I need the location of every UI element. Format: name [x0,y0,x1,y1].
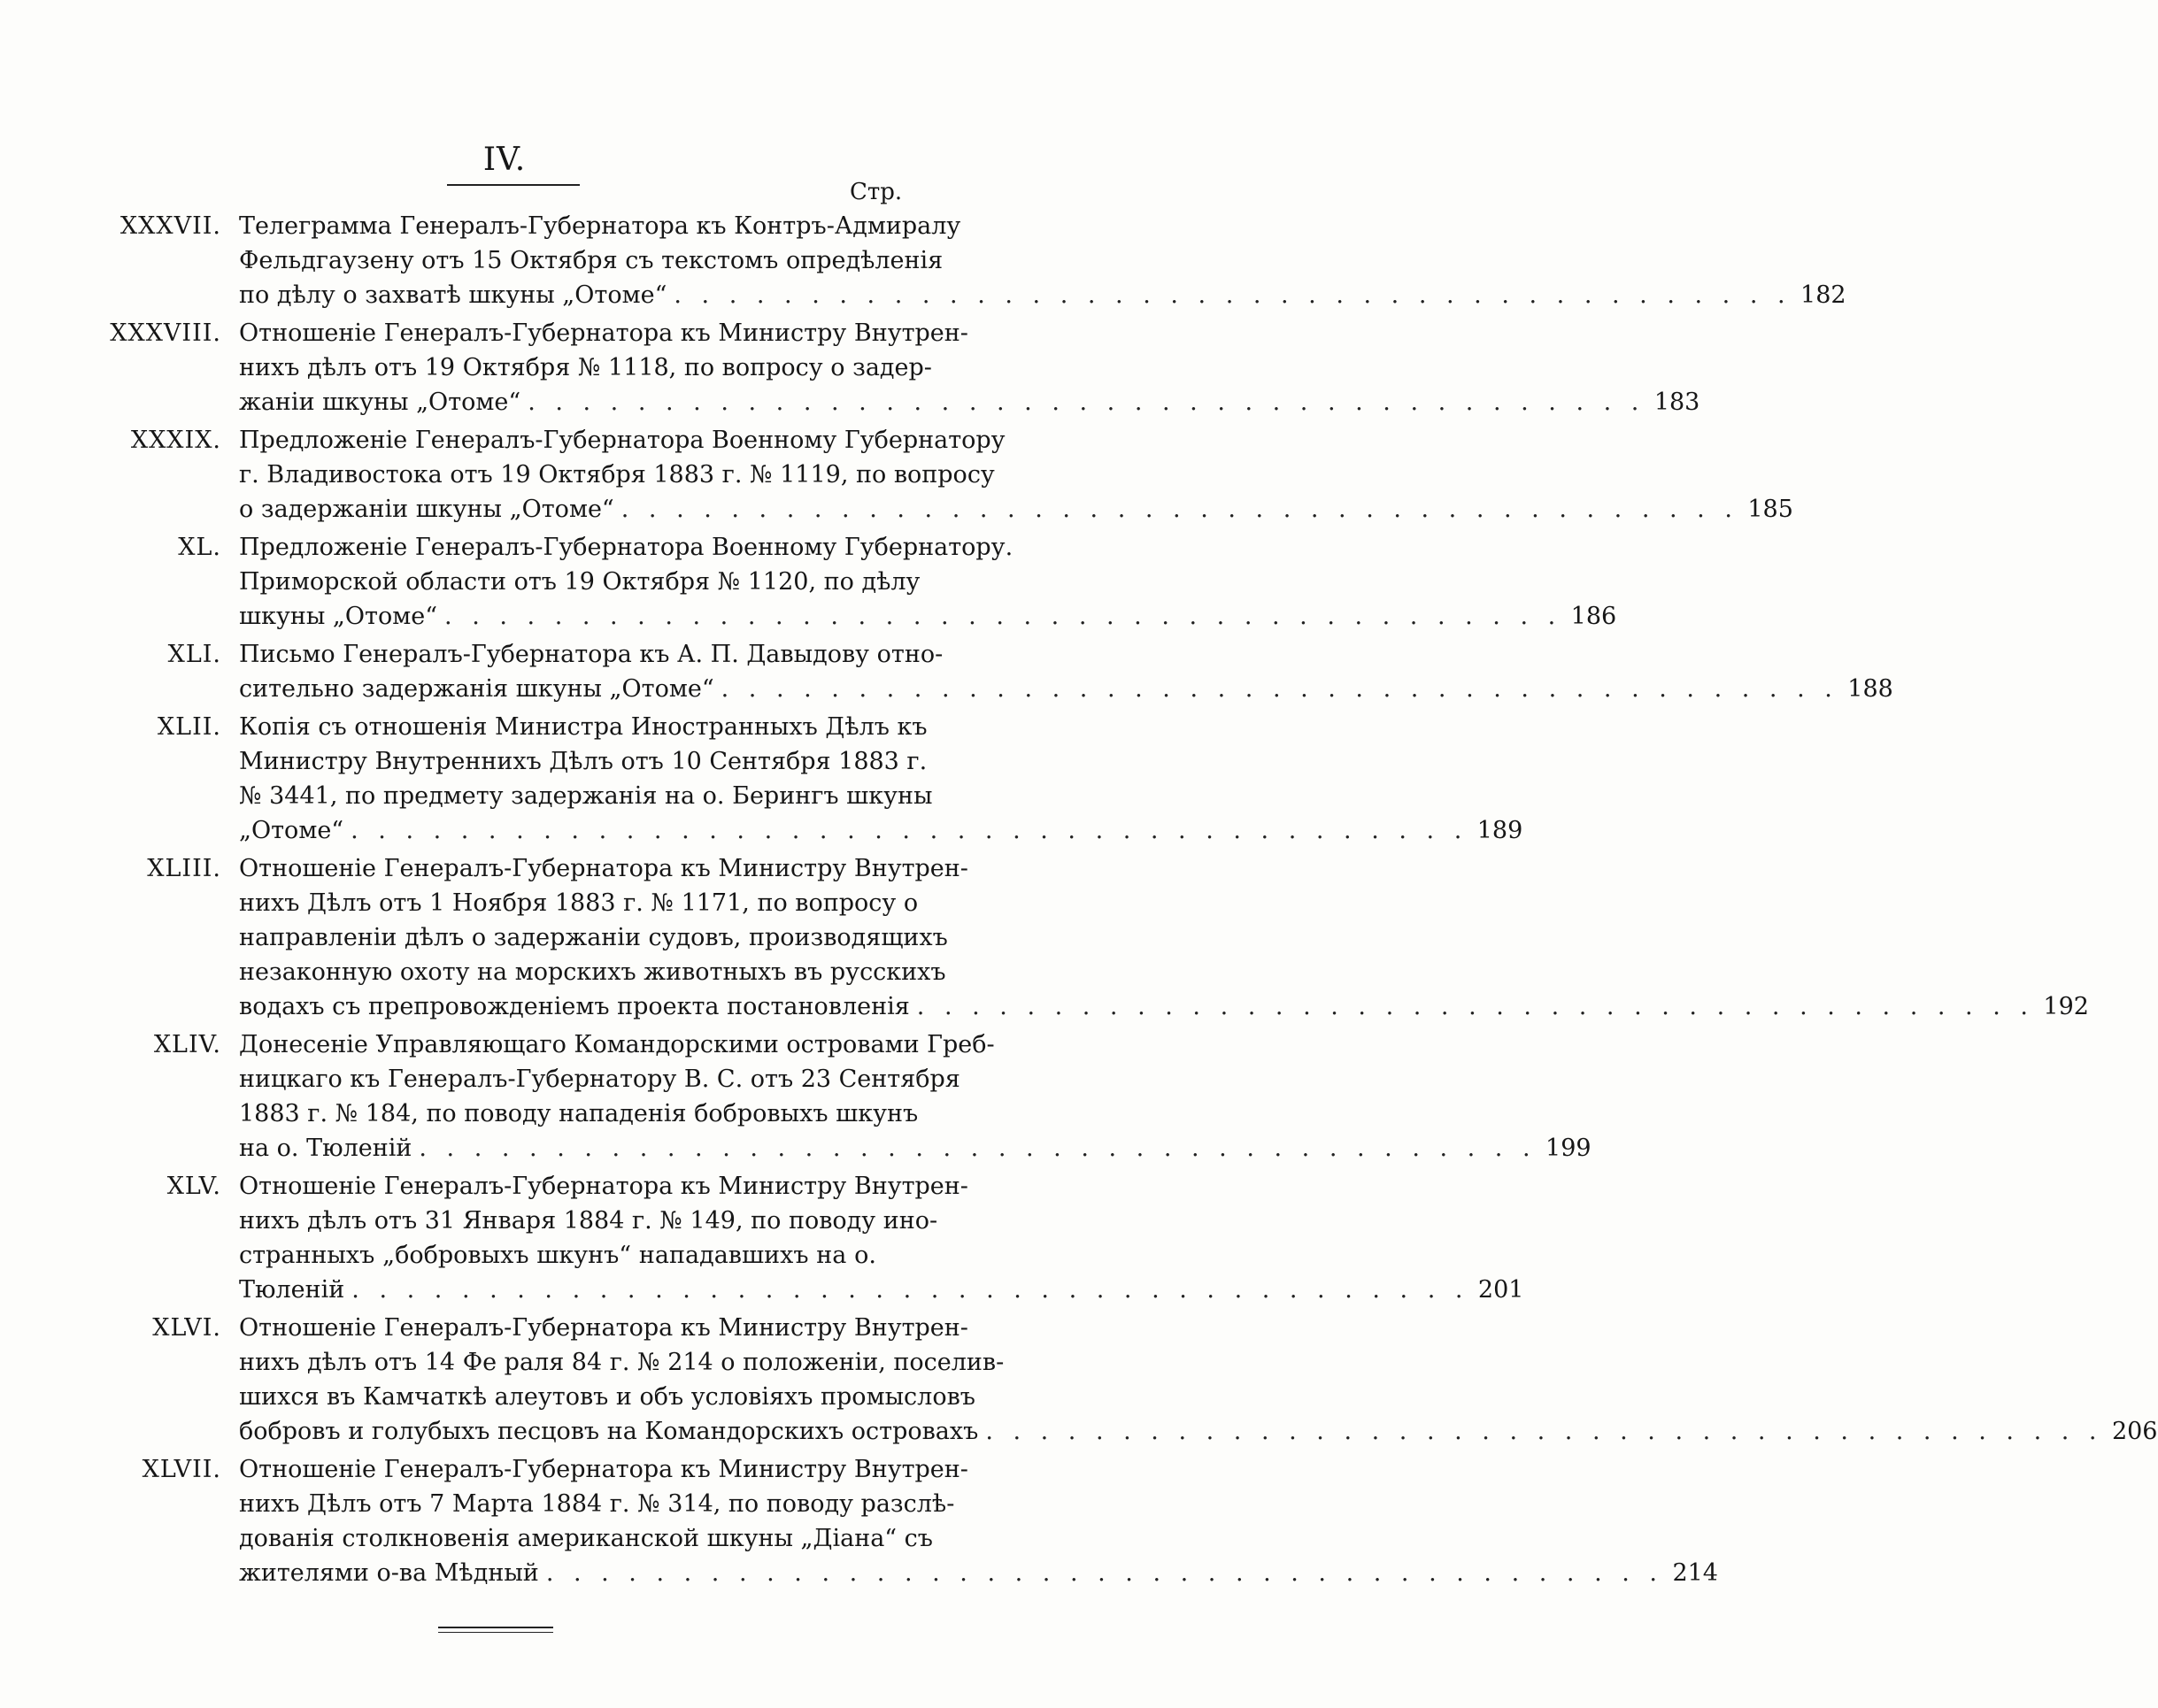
entry-last-line [239,1556,1718,1590]
entry-text-line: Письмо Генералъ-Губернатора къ А. П. Давыдову отно- [239,641,944,668]
entry-number: XL. [178,534,221,561]
entry-text-line: жителями о-ва Мѣдный [239,1559,539,1587]
entry-body [239,530,1617,634]
entry-text-line: Фельдгаузену отъ 15 Октября съ текстомъ опредѣленія [239,247,944,274]
footer-rule [438,1627,553,1628]
page-number: 189 [1476,817,1523,844]
entry-last-line [239,672,1893,706]
dot-leader: . . . . . . . . . . . . . . . . . . . . . . . . . . . . . . . . . . . . . . . . . [351,817,1468,844]
page-number: 214 [1672,1559,1718,1587]
page-number: 182 [1800,281,1846,309]
entry-last-line [239,1131,1592,1166]
entry-last-line [239,599,1617,634]
toc-entry [0,209,1846,312]
entry-text-line: нихъ дѣлъ отъ 19 Октября № 1118, по вопросу о задер- [239,354,932,381]
page-number: 201 [1477,1276,1524,1304]
entry-text-line: Отношеніе Генералъ-Губернатора къ Министру Внутрен- [239,319,968,347]
page-column-heading: Стр. [850,179,903,205]
toc-entry [0,637,1893,706]
entry-text-line: нихъ Дѣлъ отъ 1 Ноября 1883 г. № 1171, по вопросу о [239,889,919,917]
dot-leader: . . . . . . . . . . . . . . . . . . . . . . . . . . . . . . . . . . . . . . . . . [985,1418,2103,1445]
entry-text-line: незаконную охоту на морскихъ животныхъ въ русскихъ [239,958,946,986]
entry-last-line [239,278,1846,312]
toc-entry [0,1169,1524,1307]
entry-text-line: ницкаго къ Генералъ-Губернатору В. С. отъ 23 Сентября [239,1066,960,1093]
page-number: 185 [1747,496,1793,523]
heading-rule [447,184,580,186]
entry-text-line: Телеграмма Генералъ-Губернатора къ Контръ-Адмиралу [239,212,961,240]
entry-body [239,851,2089,1024]
toc-entry [0,316,1700,419]
entry-text-line: шихся въ Камчаткѣ алеутовъ и объ условіяхъ промысловъ [239,1383,975,1411]
entry-body [239,423,1793,527]
entry-number: XXXIX. [130,427,221,454]
entry-number: XLIV. [153,1031,221,1058]
dot-leader: . . . . . . . . . . . . . . . . . . . . . . . . . . . . . . . . . . . . . . . . . [916,993,2034,1020]
entry-body [239,637,1893,706]
entry-text-line: 1883 г. № 184, по поводу нападенія бобровыхъ шкунъ [239,1100,919,1127]
entry-number: XLI. [167,641,221,668]
dot-leader: . . . . . . . . . . . . . . . . . . . . . . . . . . . . . . . . . . . . . . . . . [721,675,1838,703]
entry-body [239,1311,2158,1449]
entry-number: XXXVIII. [110,319,221,347]
table-of-contents [0,209,2158,1594]
entry-last-line [239,492,1793,527]
entry-text-line: о задержаніи шкуны „Отоме“ [239,496,614,523]
entry-last-line [239,385,1700,419]
section-heading: IV. [482,142,527,178]
entry-number: XLIII. [147,855,221,882]
dot-leader: . . . . . . . . . . . . . . . . . . . . . . . . . . . . . . . . . . . . . . . . . [528,389,1645,416]
entry-text-line: направленіи дѣлъ о задержаніи судовъ, производящихъ [239,924,948,951]
entry-last-line [239,1414,2158,1449]
page-number: 199 [1545,1135,1592,1162]
dot-leader: . . . . . . . . . . . . . . . . . . . . . . . . . . . . . . . . . . . . . . . . . [419,1135,1537,1162]
toc-entry [0,710,1523,848]
toc-entry [0,1027,1592,1166]
dot-leader: . . . . . . . . . . . . . . . . . . . . . . . . . . . . . . . . . . . . . . . . . [351,1276,1469,1304]
toc-entry [0,1452,1718,1590]
entry-body [239,1452,1718,1590]
entry-text-line: Донесеніе Управляющаго Командорскими островами Греб- [239,1031,995,1058]
entry-text-line: г. Владивостока отъ 19 Октября 1883 г. № 1119, по вопросу [239,461,995,489]
entry-text-line: сительно задержанія шкуны „Отоме“ [239,675,714,703]
entry-text-line: по дѣлу о захватѣ шкуны „Отоме“ [239,281,667,309]
page-number: 186 [1570,603,1617,630]
toc-entry [0,1311,2158,1449]
entry-body [239,1169,1524,1307]
entry-body [239,710,1523,848]
entry-text-line: шкуны „Отоме“ [239,603,438,630]
entry-last-line [239,989,2089,1024]
entry-text-line: водахъ съ препровожденіемъ проекта постановленія [239,993,910,1020]
entry-text-line: нихъ дѣлъ отъ 14 Фе раля 84 г. № 214 о положеніи, поселив- [239,1349,1005,1376]
entry-text-line: на о. Тюленій [239,1135,412,1162]
toc-entry [0,530,1617,634]
entry-text-line: № 3441, по предмету задержанія на о. Берингъ шкуны [239,782,933,810]
dot-leader: . . . . . . . . . . . . . . . . . . . . . . . . . . . . . . . . . . . . . . . . . [674,281,1792,309]
entry-text-line: нихъ дѣлъ отъ 31 Января 1884 г. № 149, по поводу ино- [239,1207,938,1235]
entry-text-line: Отношеніе Генералъ-Губернатора къ Министру Внутрен- [239,855,968,882]
entry-number: XLV. [166,1173,221,1200]
entry-number: XLVI. [152,1314,221,1342]
toc-entry [0,851,2089,1024]
page-number: 183 [1653,389,1700,416]
entry-text-line: Копія съ отношенія Министра Иностранныхъ Дѣлъ къ [239,713,928,741]
entry-text-line: Министру Внутреннихъ Дѣлъ отъ 10 Сентября 1883 г. [239,748,928,775]
entry-body [239,1027,1592,1166]
page-number: 206 [2111,1418,2158,1445]
entry-text-line: Предложеніе Генералъ-Губернатора Военному Губернатору [239,427,1006,454]
page-number: 188 [1847,675,1893,703]
entry-text-line: жаніи шкуны „Отоме“ [239,389,521,416]
dot-leader: . . . . . . . . . . . . . . . . . . . . . . . . . . . . . . . . . . . . . . . . . [620,496,1738,523]
entry-last-line [239,813,1523,848]
dot-leader: . . . . . . . . . . . . . . . . . . . . . . . . . . . . . . . . . . . . . . . . . [444,603,1562,630]
dot-leader: . . . . . . . . . . . . . . . . . . . . . . . . . . . . . . . . . . . . . . . . . [545,1559,1663,1587]
entry-number: XLVII. [142,1456,221,1483]
entry-text-line: Отношеніе Генералъ-Губернатора къ Министру Внутрен- [239,1456,968,1483]
footer-rule-thin [438,1632,553,1633]
entry-number: XXXVII. [119,212,221,240]
entry-text-line: бобровъ и голубыхъ песцовъ на Командорскихъ островахъ [239,1418,979,1445]
entry-last-line [239,1273,1524,1307]
toc-entry [0,423,1793,527]
entry-text-line: „Отоме“ [239,817,344,844]
entry-text-line: нихъ Дѣлъ отъ 7 Марта 1884 г. № 314, по поводу разслѣ- [239,1490,955,1518]
entry-text-line: дованія столкновенія американской шкуны „Діана“ съ [239,1525,933,1552]
entry-text-line: Отношеніе Генералъ-Губернатора къ Министру Внутрен- [239,1173,968,1200]
entry-body [239,209,1846,312]
entry-number: XLII. [157,713,221,741]
entry-text-line: Приморской области отъ 19 Октября № 1120, по дѣлу [239,568,921,596]
entry-text-line: Тюленій [239,1276,345,1304]
entry-text-line: Предложеніе Генералъ-Губернатора Военному Губернатору. [239,534,1013,561]
entry-text-line: Отношеніе Генералъ-Губернатора къ Министру Внутрен- [239,1314,968,1342]
page-number: 192 [2043,993,2089,1020]
entry-body [239,316,1700,419]
entry-text-line: странныхъ „бобровыхъ шкунъ“ нападавшихъ на о. [239,1242,876,1269]
